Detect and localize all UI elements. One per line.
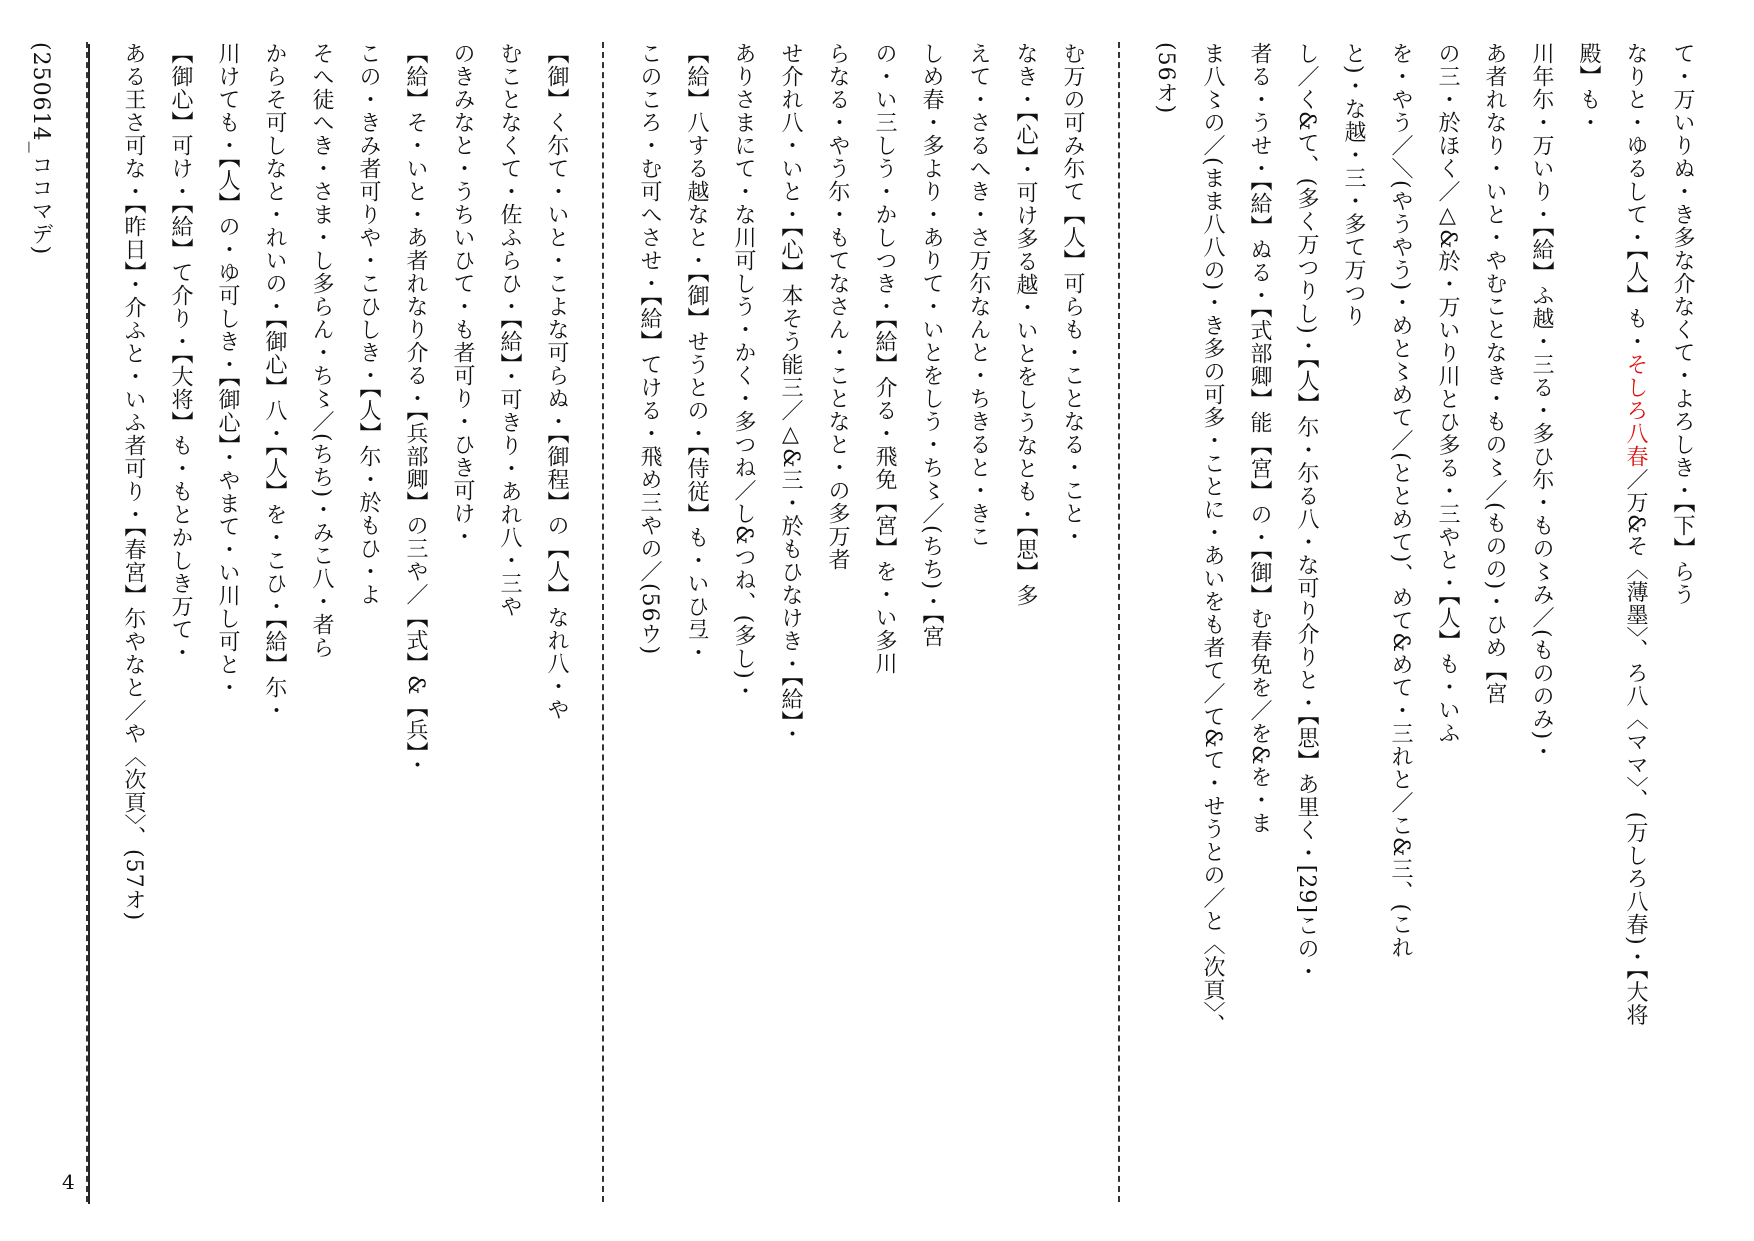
text-line: せ介れ八・いと・【心】本そう能三／△&三・於もひなけき・【給】・ <box>778 42 803 746</box>
section-separator <box>1118 42 1120 1202</box>
text-line: からそ可しなと・れいの・【御心】八・【人】を・こひ・【給】尓・ <box>262 42 287 722</box>
text-line: 【御心】可け・【給】て介り・【大将】も・もとかしき万て・ <box>168 42 193 664</box>
text-line: 川けても・【人】の・ゆ可しき・【御心】・やまて・い川し可と・ <box>215 42 240 699</box>
highlighted-phrase: そしろ八春 <box>1623 353 1648 468</box>
text-line: し／く&て、(多く万つりし)・【人】尓・尓る八・な可り介りと・【思】あ里く・[29]この・ <box>1294 42 1319 983</box>
text-line: むことなくて・佐ふらひ・【給】・可きり・あれ八・三や <box>497 42 522 618</box>
page-number: 4 <box>62 1170 75 1194</box>
text-line: て・万いりぬ・き多な介なくて・よろしき・【下】らう <box>1670 42 1695 606</box>
text-line: ま八〻の／(まま八八の)・き多の可多・ことに・あいをも者て／て&て・せうとの／と〈次頁〉、 <box>1200 42 1225 1037</box>
text-line: 【給】八する越なと・【御】せうとの・【侍従】も・いひ弖・ <box>684 42 709 664</box>
text-line: そへ徒へき・さま・し多らん・ち〻／(ちち)・みこ八・者ら <box>309 42 334 660</box>
text-line: 者る・うせ・【給】ぬる・【式部卿】能【宮】の・【御】む春免を／を&を・ま <box>1247 42 1272 835</box>
text-line: ある王さ可な・【昨日】・介ふと・いふ者可り・【春宮】尓やなと／や〈次頁〉、(57オ) <box>121 42 146 922</box>
text-line: この・きみ者可りや・こひしき・【人】尓・於もひ・よ <box>356 42 381 606</box>
section-separator <box>602 42 604 1202</box>
text-line: あ者れなり・いと・やむことなき・もの〻／(ものの)・ひめ【宮 <box>1482 42 1507 706</box>
text-line: 【御】く尓て・いと・こよな可らぬ・【御程】の【人】なれ八・や <box>544 42 569 721</box>
text-line: と)・な越・三・多て万つり <box>1341 42 1366 328</box>
vertical-text-block <box>28 42 1706 1202</box>
text-line: なりと・ゆるして・【人】も・そしろ八春／万&そ〈薄墨〉、ろ八〈ママ〉、(万しろ八春)・【大将 <box>1623 42 1648 1027</box>
text-line: 【給】そ・いと・あ者れなり介る・【兵部卿】の三や／【式】&【兵】・ <box>403 42 428 777</box>
text-line: (56オ) <box>1153 42 1178 115</box>
text-line: (250614_ココマデ) <box>28 42 53 256</box>
text-line: のきみなと・うちいひて・も者可り・ひき可け・ <box>450 42 475 548</box>
margin-rule <box>88 44 90 1204</box>
text-line: ありさまにて・な川可しう・かく・多つね／し&つね、(多し)・ <box>731 42 756 703</box>
text-line: の・い三しう・かしつき・【給】介る・飛免【宮】を・い多川 <box>872 42 897 675</box>
text-line: このころ・む可へさせ・【給】てける・飛め三やの／(56ウ) <box>637 42 662 656</box>
text-line: らなる・やう尓・もてなさん・ことなと・の多万者 <box>825 42 850 571</box>
text-line: 殿】も・ <box>1576 42 1601 134</box>
text-line: なき・【心】・可け多る越・いとをしうなとも・【思】多 <box>1013 42 1038 607</box>
text-line: む万の可み尓て【人】可らも・ことなる・こと・ <box>1060 42 1085 548</box>
text-line: しめ春・多より・ありて・いとをしう・ち〻／(ちち)・【宮 <box>919 42 944 649</box>
text-line: を・やう／＼(やうやう)・めと〻めて／(ととめて)、めて&めて・三れと／こ&三、(これ <box>1388 42 1413 960</box>
text-line: 川年尓・万いり・【給】ふ越・三る・多ひ尓・もの〻み／(もののみ)・ <box>1529 42 1554 764</box>
text-line: えて・さるへき・さ万尓なんと・ちきると・きこ <box>966 42 991 548</box>
text-line: の三・於ほく／△&於・万いり川とひ多る・三やと・【人】も・いふ <box>1435 42 1460 745</box>
